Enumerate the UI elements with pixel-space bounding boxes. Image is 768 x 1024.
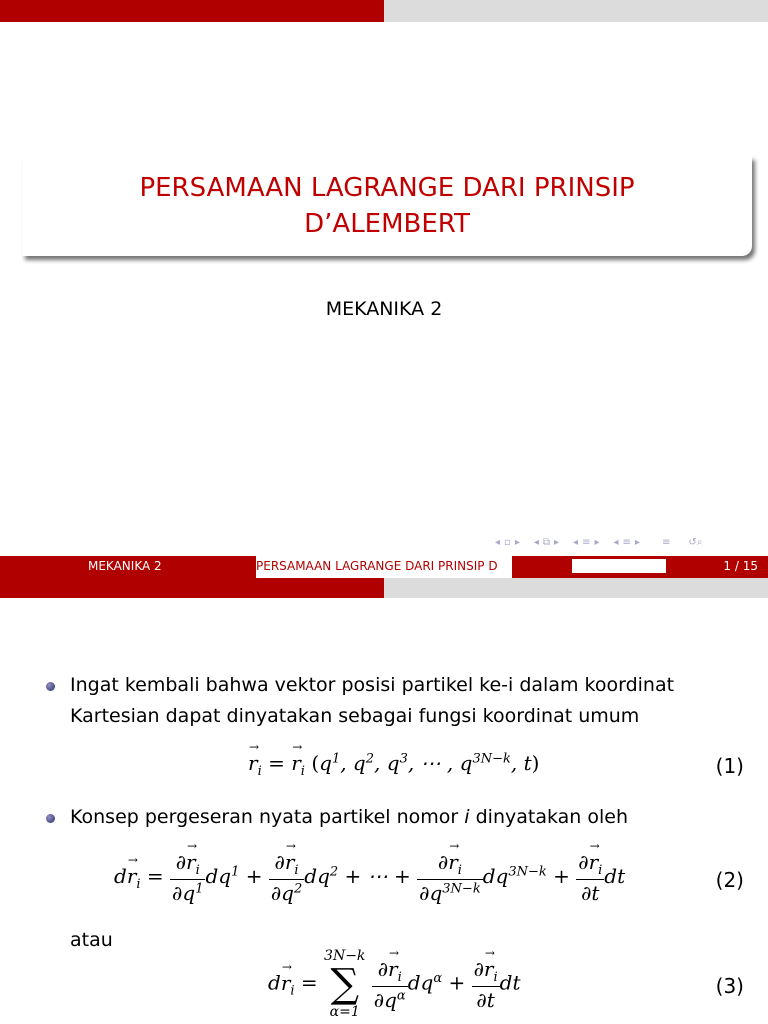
footer-middle <box>256 556 512 578</box>
bullet-1-line1: Ingat kembali bahwa vektor posisi partikel ke-i dalam koordinat <box>70 674 675 696</box>
bullet-icon <box>46 814 55 823</box>
nav-section-icon[interactable]: ≡ <box>582 537 591 548</box>
slide-title <box>22 170 752 242</box>
footer-right <box>512 556 768 578</box>
equation-3: $d\to r_i$ = 3N−k ∑ α=1 $\frac{\partial\to r_i}{\partial q^\alpha}$ $dq^\alpha$ + $\frac{\partial\to r_i}{\partial t}$ dt <box>268 948 521 1020</box>
top-decorative-bar <box>0 0 768 22</box>
slide-title-line2: D’ALEMBERT <box>304 209 470 239</box>
bullet-2-prefix: Konsep pergeseran nyata partikel nomor <box>70 806 459 828</box>
equation-1: → $r_i$ = → $r_i$ ($q^1$, $q^2$, $q^3$, ⋯ , $q^{3N-k}$, t) <box>248 751 539 779</box>
summation-symbol: 3N−k ∑ α=1 <box>324 948 366 1020</box>
equation-2-number: (2) <box>715 868 744 892</box>
nav-subsection-icon[interactable]: ⧉ <box>542 537 551 548</box>
footer-lower-red <box>0 578 384 598</box>
nav-part-icon[interactable]: ≡ <box>622 537 631 548</box>
bullet-icon <box>46 682 55 691</box>
top-bar-red <box>0 0 384 22</box>
footer-page-number: 1 / 15 <box>723 559 758 573</box>
slide-title-line1: PERSAMAAN LAGRANGE DARI PRINSIP <box>139 173 635 203</box>
bullet-1-text <box>70 670 750 732</box>
equation-1-number: (1) <box>715 754 744 778</box>
nav-search-icon[interactable]: ↺⌕ <box>688 537 703 548</box>
content-slide <box>0 598 768 1024</box>
equation-3-number: (3) <box>715 974 744 998</box>
bullet-2-variable: i <box>464 806 470 828</box>
bullet-1-line2: Kartesian dapat dinyatakan sebagai fungsi koordinat umum <box>70 705 640 727</box>
nav-align-icon[interactable]: ≡ <box>661 537 671 548</box>
footer-lower-grey <box>384 578 768 598</box>
nav-prev-section-icon[interactable]: ◂ <box>573 537 579 548</box>
bullet-2-text <box>70 802 750 833</box>
footer-title: PERSAMAAN LAGRANGE DARI PRINSIP D <box>256 559 498 573</box>
title-box <box>22 156 752 256</box>
nav-next-frame-icon[interactable]: ▸ <box>514 537 520 548</box>
footer-author: MEKANIKA 2 <box>88 559 162 573</box>
slide-footer <box>0 556 768 598</box>
beamer-navigation-bar <box>495 537 702 548</box>
nav-prev-frame-icon[interactable]: ◂ <box>495 537 501 548</box>
atau-text: atau <box>70 929 113 951</box>
equation-2: $d\to r_i$ = $\frac{\partial\to r_i}{\partial q^1}$ $dq^1$ + $\frac{\partial\to r_i}{\partial q^2}$ $dq^2$ + ⋯ + $\frac{\partial\to r_i}{\partial q^{3N-k}}$ $dq^{3N-k}$ + $\frac{\partial\to r_i}{\partial t}$ dt <box>114 850 625 905</box>
slide-subtitle: MEKANIKA 2 <box>325 298 443 320</box>
top-bar-grey <box>384 0 768 22</box>
nav-prev-subsection-icon[interactable]: ◂ <box>533 537 539 548</box>
nav-frame-icon[interactable]: ▫ <box>504 537 511 548</box>
nav-prev-part-icon[interactable]: ◂ <box>613 537 619 548</box>
nav-next-part-icon[interactable]: ▸ <box>634 537 640 548</box>
bullet-2-suffix: dinyatakan oleh <box>475 806 628 828</box>
footer-date-box <box>572 559 666 573</box>
nav-next-section-icon[interactable]: ▸ <box>594 537 600 548</box>
footer-left <box>0 556 256 578</box>
nav-next-subsection-icon[interactable]: ▸ <box>554 537 560 548</box>
